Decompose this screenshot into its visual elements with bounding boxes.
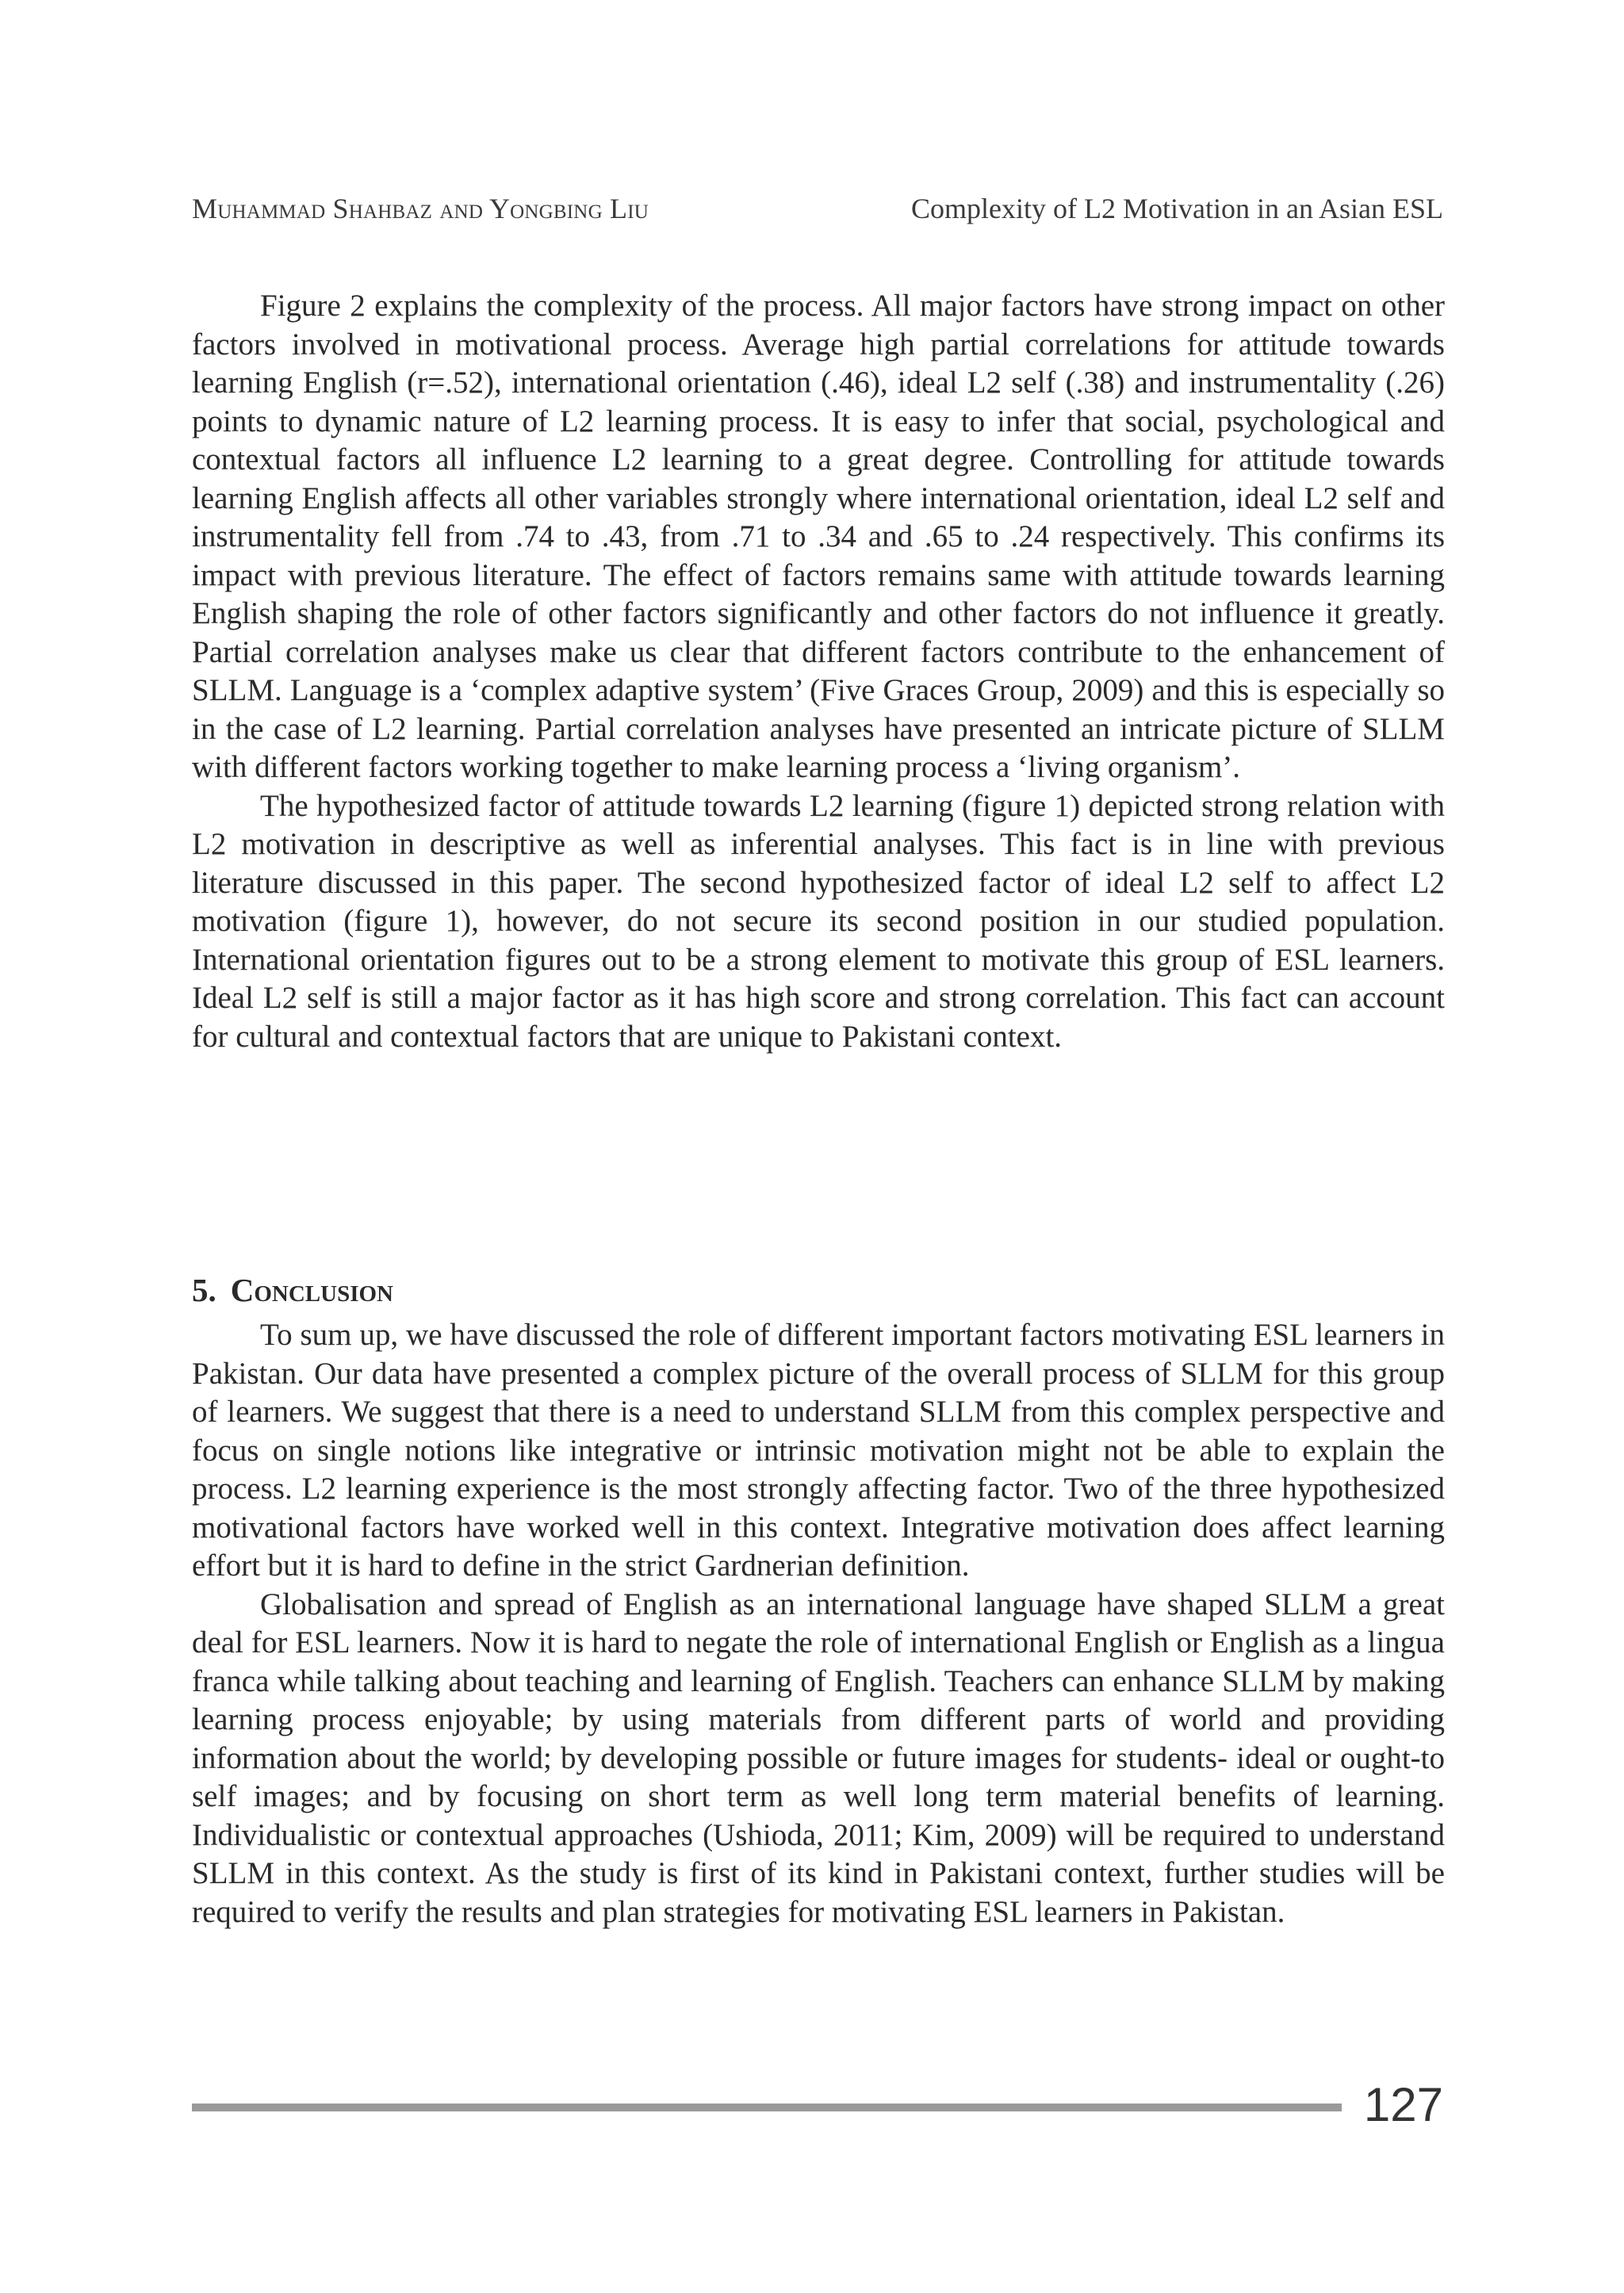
section-heading-conclusion xyxy=(192,1268,393,1312)
body-paragraph: Figure 2 explains the complexity of the process. All major factors have strong impact on other factors involved in motivational process. Average high partial correlations for attitude towards learning English (r=.52), international orientation (.46), ideal L2 self (.38) and instrumentality (.26) points to dynamic nature of L2 learning process. It is easy to infer that social, psychological and contextual factors all influence L2 learning to a great degree. Controlling for attitude towards learning English affects all other variables strongly where international orientation, ideal L2 self and instrumentality fell from .74 to .43, from .71 to .34 and .65 to .24 respectively. This confirms its impact with previous literature. The effect of factors remains same with attitude towards learning English shaping the role of other factors significantly and other factors do not influence it greatly. Partial correlation analyses make us clear that different factors contribute to the enhancement of SLLM. Language is a ‘complex adaptive system’ (Five Graces Group, 2009) and this is especially so in the case of L2 learning. Partial correlation analyses have presented an intricate picture of SLLM with different factors working together to make learning process a ‘living organism’. xyxy=(192,289,1445,784)
conclusion-section xyxy=(192,1316,1445,1931)
section-title: Conclusion xyxy=(230,1272,394,1309)
header-title: Complexity of L2 Motivation in an Asian ESL xyxy=(911,193,1443,224)
discussion-section xyxy=(192,287,1445,1056)
page-number: 127 xyxy=(1363,2078,1443,2131)
body-paragraph: To sum up, we have discussed the role of different important factors motivating ESL learners in Pakistan. Our data have presented a complex picture of the overall process of SLLM for this group of learners. We suggest that there is a need to understand SLLM from this complex perspective and focus on single notions like integrative or intrinsic motivation might not be able to explain the process. L2 learning experience is the most strongly affecting factor. Two of the three hypothesized motivational factors have worked well in this context. Integrative motivation does affect learning effort but it is hard to define in the strict Gardnerian definition. xyxy=(192,1318,1445,1583)
running-header xyxy=(192,189,1443,228)
section-number: 5. xyxy=(192,1272,216,1309)
header-authors: Muhammad Shahbaz and Yongbing Liu xyxy=(192,193,649,224)
body-paragraph: Globalisation and spread of English as an international language have shaped SLLM a great deal for ESL learners. Now it is hard to negate the role of international English or English as a lingua franca while talking about teaching and learning of English. Teachers can enhance SLLM by making learning process enjoyable; by using materials from different parts of world and providing information about the world; by developing possible or future images for students- ideal or ought-to self images; and by focusing on short term as well long term material benefits of learning. Individualistic or contextual approaches (Ushioda, 2011; Kim, 2009) will be required to understand SLLM in this context. As the study is first of its kind in Pakistani context, further studies will be required to verify the results and plan strategies for motivating ESL learners in Pakistan. xyxy=(192,1587,1445,1929)
body-paragraph: The hypothesized factor of attitude towards L2 learning (figure 1) depicted strong relation with L2 motivation in descriptive as well as inferential analyses. This fact is in line with previous literature discussed in this paper. The second hypothesized factor of ideal L2 self to affect L2 motivation (figure 1), however, do not secure its second position in our studied population. International orientation figures out to be a strong element to motivate this group of ESL learners. Ideal L2 self is still a major factor as it has high score and strong correlation. This fact can account for cultural and contextual factors that are unique to Pakistani context. xyxy=(192,788,1445,1054)
footer-rule xyxy=(192,2104,1342,2111)
